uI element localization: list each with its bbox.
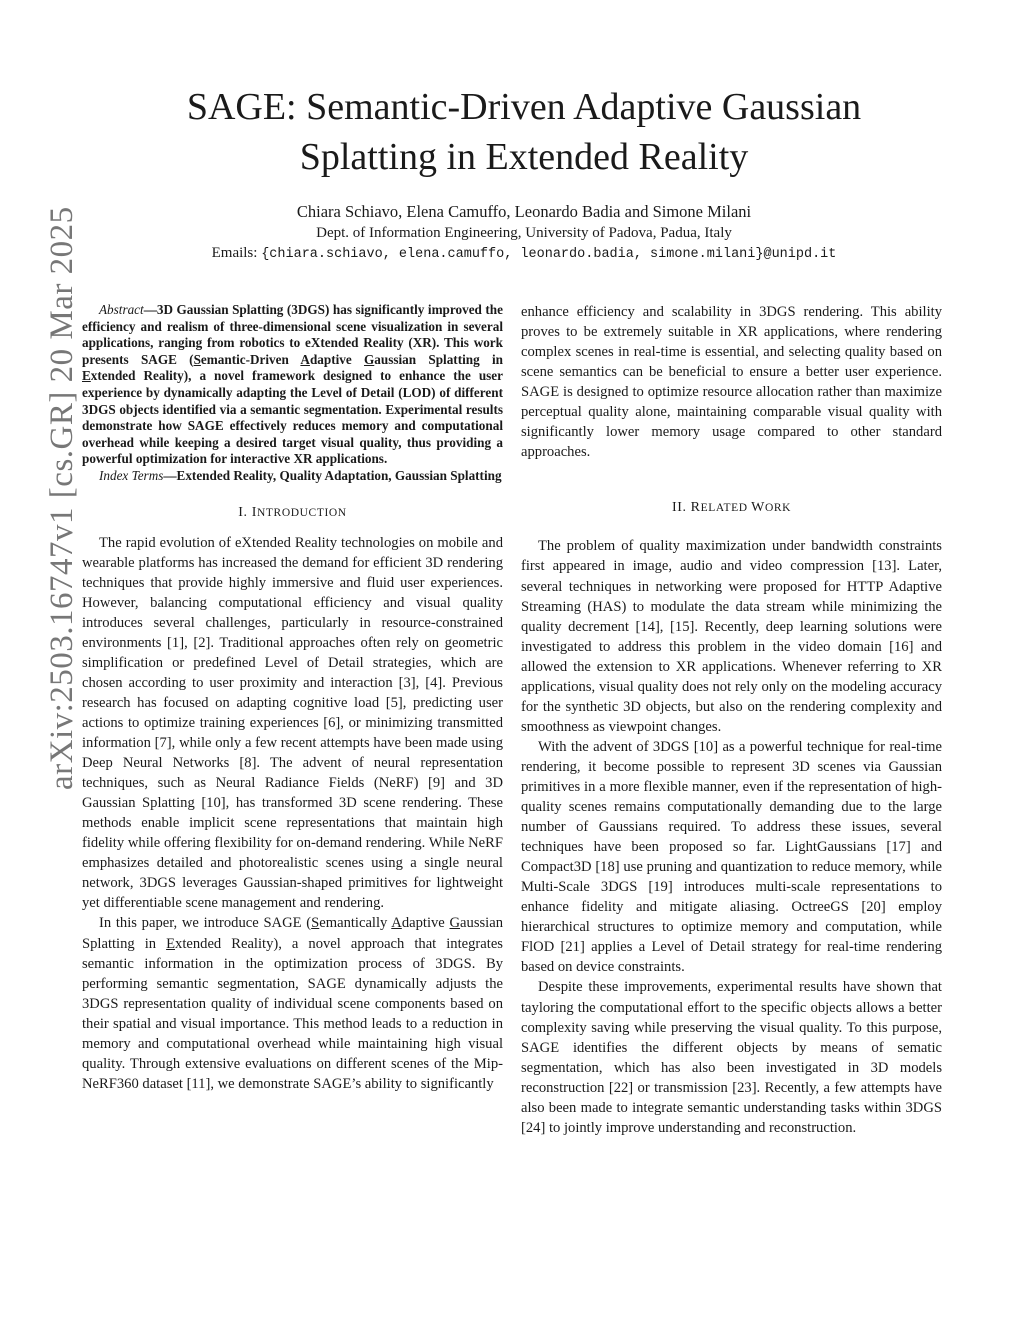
intro2-text-3: daptive: [401, 915, 450, 932]
abstract-text-5: xtended Reality), a novel framework designed to enhance the user experience by dynamically adapting the Level of Detail (LOD) of different 3DGS objects identified via a semantic segmentation. Experimental results demonstrate how SAGE effectively reduces memory and computational overhead while keeping a desired target visual quality, thus providing a powerful optimization for interactive XR applications.: [82, 368, 503, 467]
authors: Chiara Schiavo, Elena Camuffo, Leonardo Badia and Simone Milani: [296, 202, 752, 221]
title-line-1: SAGE: Semantic-Driven Adaptive Gaussian: [186, 86, 862, 128]
sec2-elated: ELATED: [700, 502, 752, 515]
abstract-u-g: G: [364, 351, 375, 367]
abstract-text-4: aussian Splatting in: [374, 351, 503, 367]
intro2-text-2: emantically: [319, 915, 392, 932]
intro2-u-s: S: [311, 915, 320, 932]
title-line-2: Splatting in Extended Reality: [299, 136, 749, 178]
sec2-ork: ORK: [764, 502, 792, 515]
index-terms: Index Terms—Extended Reality, Quality Adaptation, Gaussian Splatting: [99, 467, 502, 483]
abstract-lead: Abstract: [99, 302, 144, 317]
index-terms-text: Extended Reality, Quality Adaptation, Gaussian Splatting: [176, 467, 502, 483]
abstract-text-3: daptive: [309, 351, 365, 367]
left-column: [82, 302, 503, 1094]
affiliation: Dept. of Information Engineering, University of Padova, Padua, Italy: [316, 225, 732, 241]
abstract-text-1: 3D Gaussian Splatting (3DGS) has significantly improved the efficiency and realism of three-dimensional scene visualization in several applications, ranging from robotics to eXtended Reality (XR). This work presents SAGE (: [82, 302, 503, 367]
sec1-rest: NTRODUCTION: [257, 506, 347, 519]
intro-paragraph-1: The rapid evolution of eXtended Reality technologies on mobile and wearable platforms has increased the demand for efficient 3D rendering techniques that provide highly immersive and fluid user experiences. However, balancing computational efficiency and visual quality introduces several challenges, particularly in resource-constrained environments [1], [2]. Traditional approaches often rely on geometric simplification or predefined Level of Detail strategies, which are chosen according to user proximity and interaction [3], [4]. Previous research has focused on adapting cognitive load [5], predicting user actions to optimize training experiences [6], or minimizing transmitted information [7], while only a few recent attempts have been made using Deep Neural Networks [8]. The advent of neural representation techniques, such as Neural Radiance Fields (NeRF) [9] and 3D Gaussian Splatting [10], has transformed 3D scene rendering. These methods enable implicit scene representations that maintain high fidelity while offering flexibility for on-demand rendering. While NeRF emphasizes detailed and photorealistic scenes using a single neural network, 3DGS leverages Gaussian-shaped primitives for lightweight yet differentiable scene management and rendering.: [82, 534, 503, 912]
intro2-u-e: E: [166, 935, 176, 952]
index-terms-lead: Index Terms: [99, 467, 164, 483]
intro2-text-5: xtended Reality), a novel approach that integrates semantic information in the optimization process of 3DGS. By performing semantic segmentation, SAGE dynamically adjusts the 3DGS representation quality of individual scene components based on their spatial and visual importance. This method leads to a reduction in memory and computational overhead while maintaining high visual quality. Through extensive evaluations on different scenes of the Mip-NeRF360 dataset [11], we demonstrate SAGE’s ability to significantly: [82, 935, 503, 1092]
sec1-number: I.: [238, 504, 252, 520]
emails-label: Emails:: [211, 245, 262, 261]
related-paragraph-1: The problem of quality maximization under bandwidth constraints first appeared in image, audio and video compression [13]. Later, several techniques in networking were proposed for HTTP Adaptive Streaming (HAS) to modulate the data stream while minimizing the quality decrement [14], [15]. Recently, deep learning solutions were investigated to address this problem in the video domain [16] and allowed the extension to XR applications. Whenever referring to XR applications, visual quality does not rely only on the modeling accuracy for the synthetic 3D objects, but also on the rendering complexity and smoothness as viewpoint changes.: [521, 538, 942, 735]
sec2-r: R: [690, 500, 701, 516]
related-paragraph-3: Despite these improvements, experimental results have shown that tayloring the computational effort to the specific objects allows a better complexity saving while preserving the visual quality. To this purpose, SAGE identifies the different objects by means of sematic segmentation, which has also been investigated in 3D models reconstruction [22] or transmission [23]. Recently, a few attempts have also been made to integrate semantic understanding tasks within 3DGS [24] to jointly improve understanding and reconstruction.: [521, 979, 942, 1136]
section-heading-related-work: [521, 498, 942, 518]
intro2-text-4: aussian Splatting in: [82, 915, 504, 952]
related-paragraph-2: With the advent of 3DGS [10] as a powerful technique for real-time rendering, it become possible to represent 3D scenes via Gaussian primitives in a more flexible manner, even if the representation of high-quality scenes remains computationally demanding due to the large number of Gaussians required. To address these issues, several techniques have been proposed so far. LightGaussians [17] and Compact3D [18] use pruning and quantization to reduce memory, while Multi-Scale 3DGS [19] introduces multi-scale representations to enhance fidelity and mitigate aliasing. OctreeGS [20] employ hierarchical structures to optimize memory and computation, while FlOD [21] applies a Level of Detail strategy for real-time rendering based on device constraints.: [521, 738, 942, 976]
sec1-first: I: [251, 504, 258, 520]
intro2-text-1: In this paper, we introduce SAGE (: [99, 915, 312, 932]
right-paragraph-1: enhance efficiency and scalability in 3DGS rendering. This ability proves to be extremely suitable in XR applications, where rendering complex scenes in real-time is essential, and selecting quality based on scene semantics can be beneficial to ensure a better user experience. SAGE is designed to optimize resource allocation rather than maximize perceptual quality alone, maintaining comparable visual quality with significantly lower memory usage compared to other standard approaches.: [521, 304, 942, 461]
sec2-w: W: [751, 500, 765, 516]
arxiv-side-label: arXiv:2503.16747v1 [cs.GR] 20 Mar 2025: [44, 206, 80, 790]
abstract: Abstract—3D Gaussian Splatting (3DGS) has significantly improved the efficiency and realism of three-dimensional scene visualization in several applications, ranging from robotics to eXtended Reality (XR). This work presents SAGE (Semantic-Driven Adaptive Gaussian Splatting in Extended Reality), a novel framework designed to enhance the user experience by dynamically adapting the Level of Detail (LOD) of different 3DGS objects identified via a semantic segmentation. Experimental results demonstrate how SAGE effectively reduces memory and computational overhead while keeping a desired target visual quality, thus providing a powerful optimization for interactive XR applications.: [82, 302, 503, 467]
sec2-number: II.: [671, 500, 691, 516]
abstract-u-e: E: [82, 368, 91, 384]
emails-value: {chiara.schiavo, elena.camuffo, leonardo.badia, simone.milani}@unipd.it: [261, 247, 837, 262]
abstract-u-s: S: [193, 351, 201, 367]
paper-title: [100, 82, 948, 182]
intro-paragraph-2: [82, 913, 503, 1093]
right-column: [521, 302, 942, 1138]
emails: [100, 245, 948, 262]
section-heading-introduction: [82, 503, 503, 523]
intro2-u-g: G: [449, 915, 461, 932]
intro2-u-a: A: [391, 915, 402, 932]
abstract-text-2: emantic-Driven: [200, 351, 301, 367]
abstract-u-a: A: [300, 351, 310, 367]
